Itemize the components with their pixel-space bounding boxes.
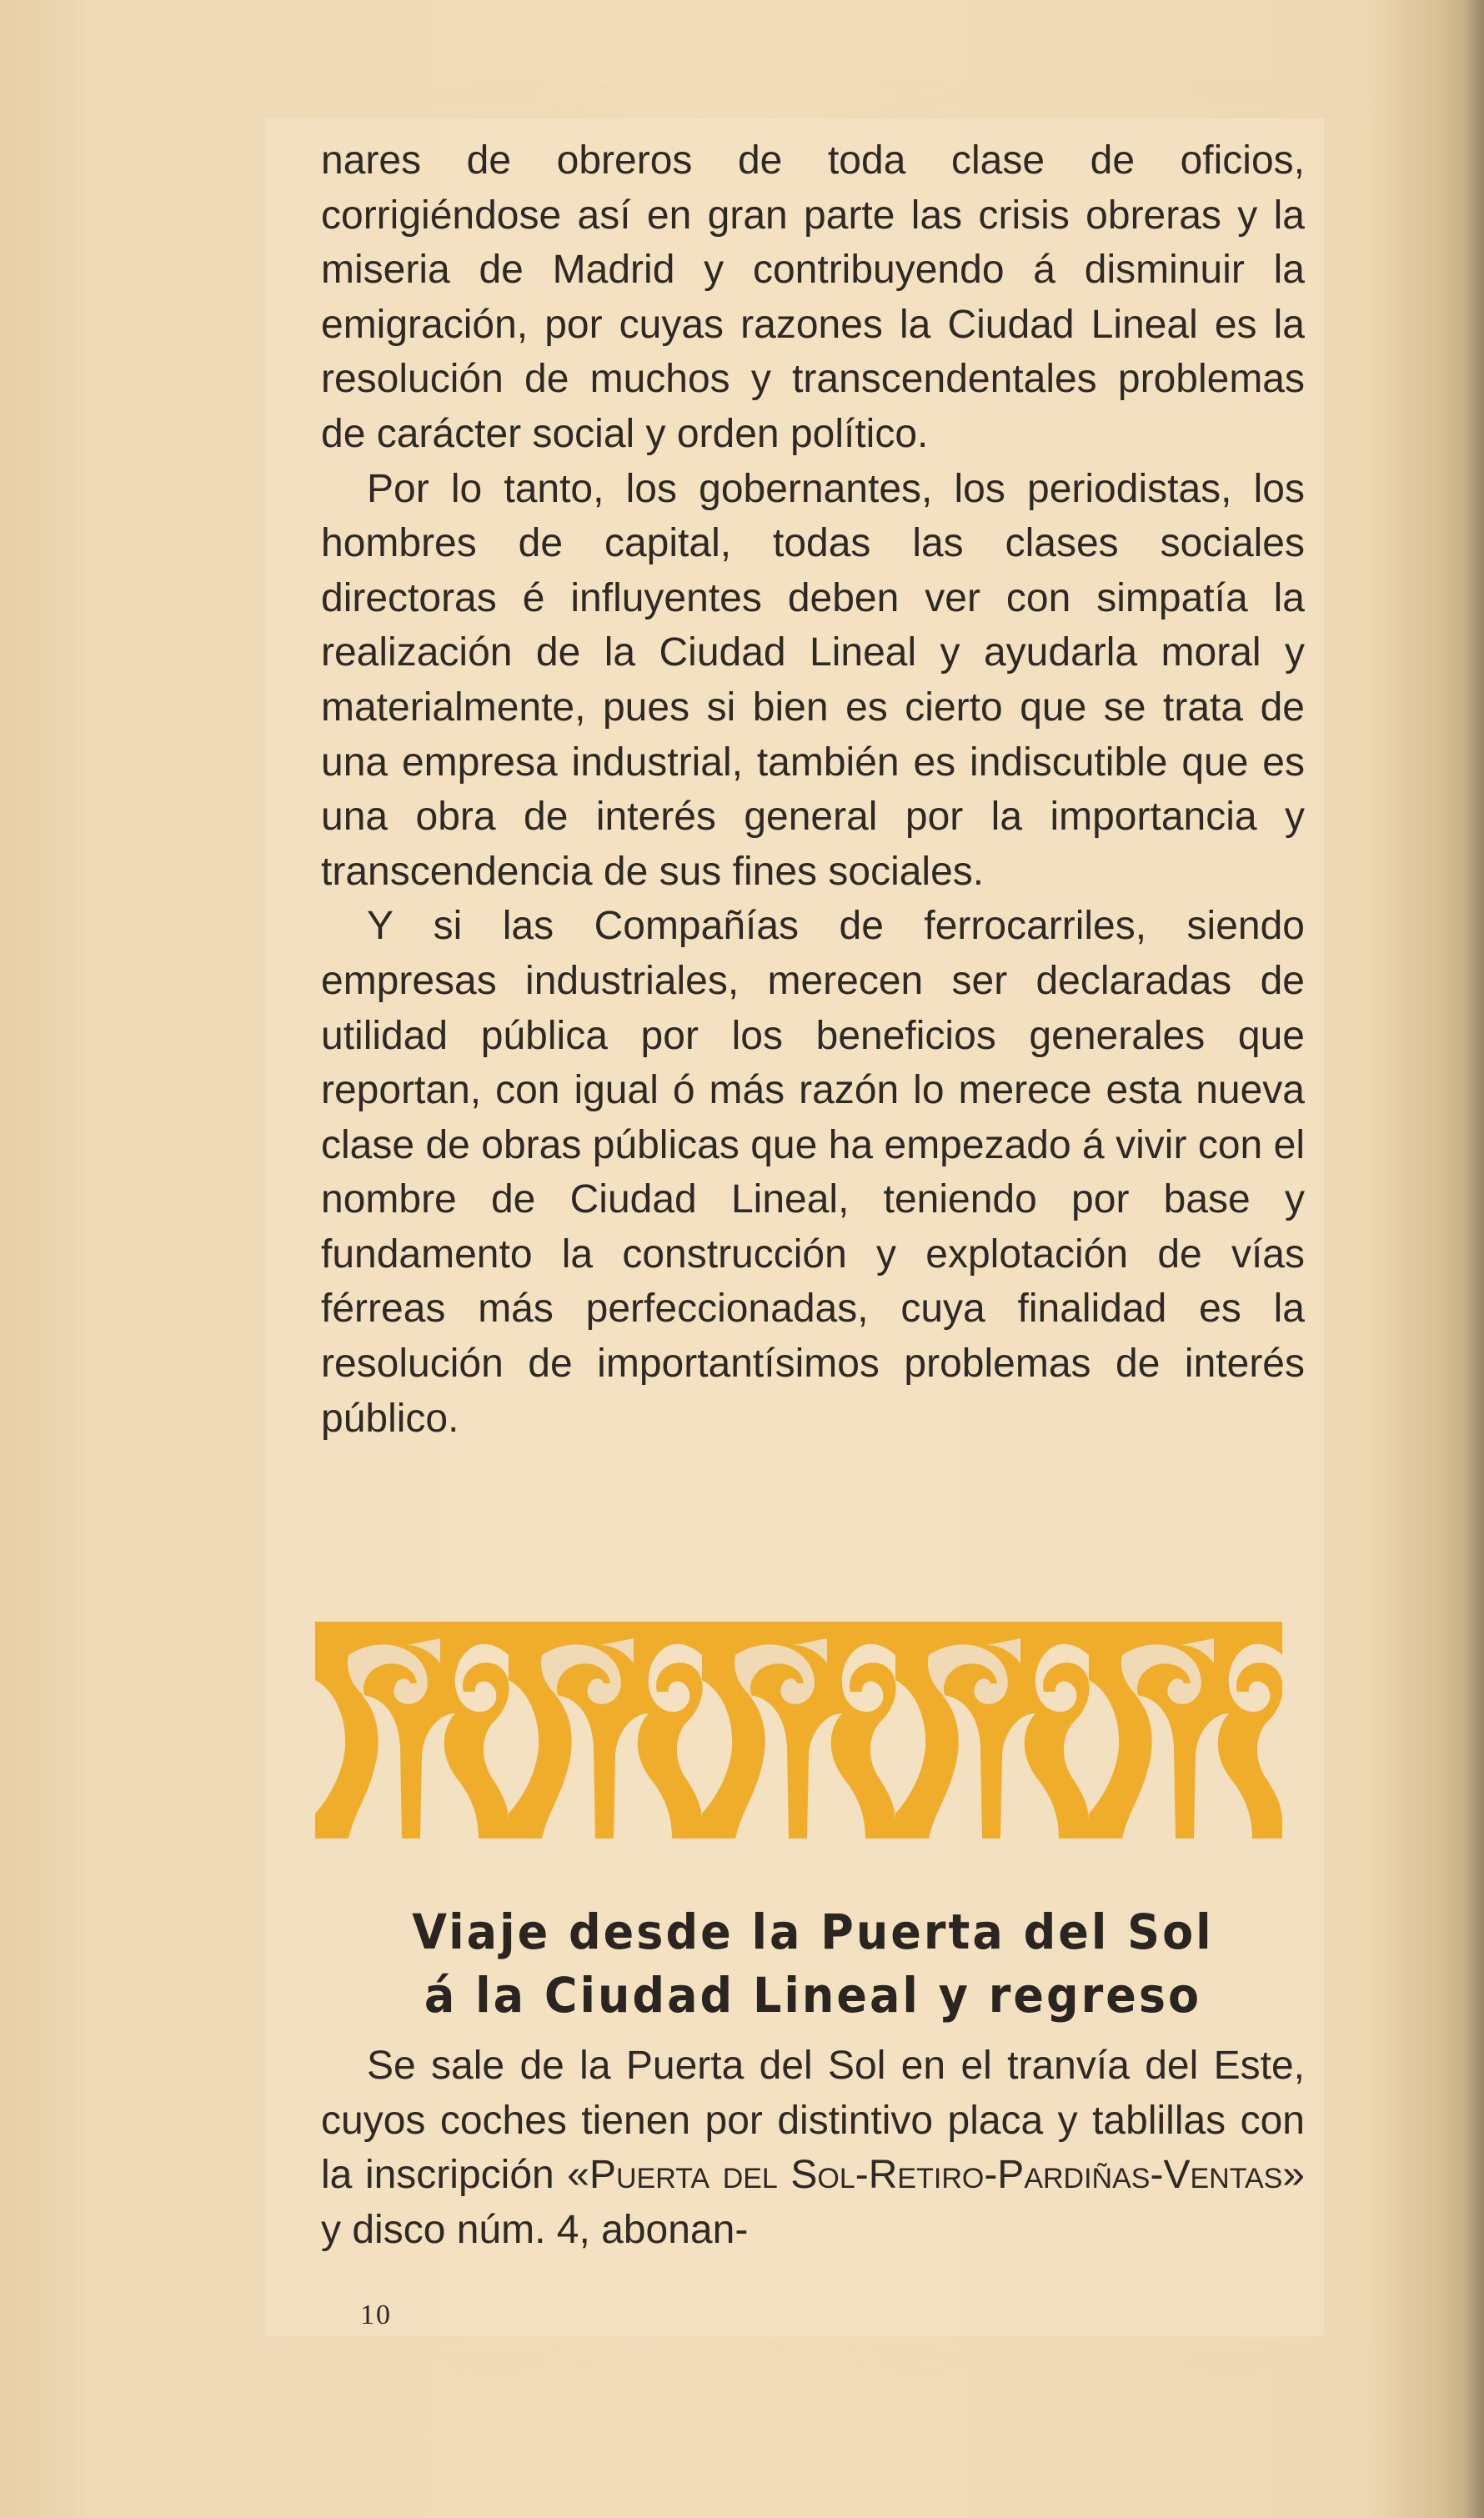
paragraph-3: Y si las Compañías de ferrocarriles, siendo empresas industriales, merecen ser declaradas de utilidad pública por los beneficios generales que reportan, con igual ó más razón lo merece esta nueva clase de obras públicas que ha empezado á vivir con el nombre de Ciudad Lineal, teniendo por base y fundamento la construcción y explotación de vías férreas más perfeccionadas, cuya finalidad es la resolución de importantísimos problemas de interés público. (321, 904, 1305, 1441)
ornament-motifs (315, 1622, 1282, 1838)
art-nouveau-ornament-band (315, 1605, 1282, 1855)
section-body (321, 2039, 1305, 2257)
page-number: 10 (360, 2300, 392, 2330)
page-edge-shadow (1464, 0, 1484, 2518)
paragraph-1: nares de obreros de toda clase de oficios, corrigiéndose así en gran parte las crisis obreras y la miseria de Madrid y contribuyendo á disminuir la emigración, por cuyas razones la Ciudad Lineal es la resolución de muchos y transcendentales problemas de carácter social y orden político. (321, 138, 1305, 456)
section-title-line-2: á la Ciudad Lineal y regreso (424, 1966, 1202, 2024)
section-text-after: y disco núm. 4, abonan- (321, 2207, 749, 2252)
paragraph-2: Por lo tanto, los gobernantes, los periodistas, los hombres de capital, todas las clases sociales directoras é influyentes deben ver con simpatía la realización de la Ciudad Lineal y ayudarla moral y materialmente, pues si bien es cierto que se trata de una empresa industrial, también es indiscutible que es una obra de interés general por la importancia y transcendencia de sus fines sociales. (321, 466, 1305, 894)
tram-inscription: «Puerta del Sol-Retiro-Pardiñas-Ventas» (567, 2153, 1305, 2198)
section-text-before: Se sale de la Puerta del Sol en el tranvía del Este, cuyos coches tienen por distintivo placa y tablillas con la inscripción (321, 2044, 1305, 2198)
section-title (321, 1901, 1305, 2027)
section-title-line-1: Viaje desde la Puerta del Sol (412, 1904, 1214, 1961)
section-paragraph (321, 2039, 1305, 2257)
body-text (321, 133, 1305, 1446)
